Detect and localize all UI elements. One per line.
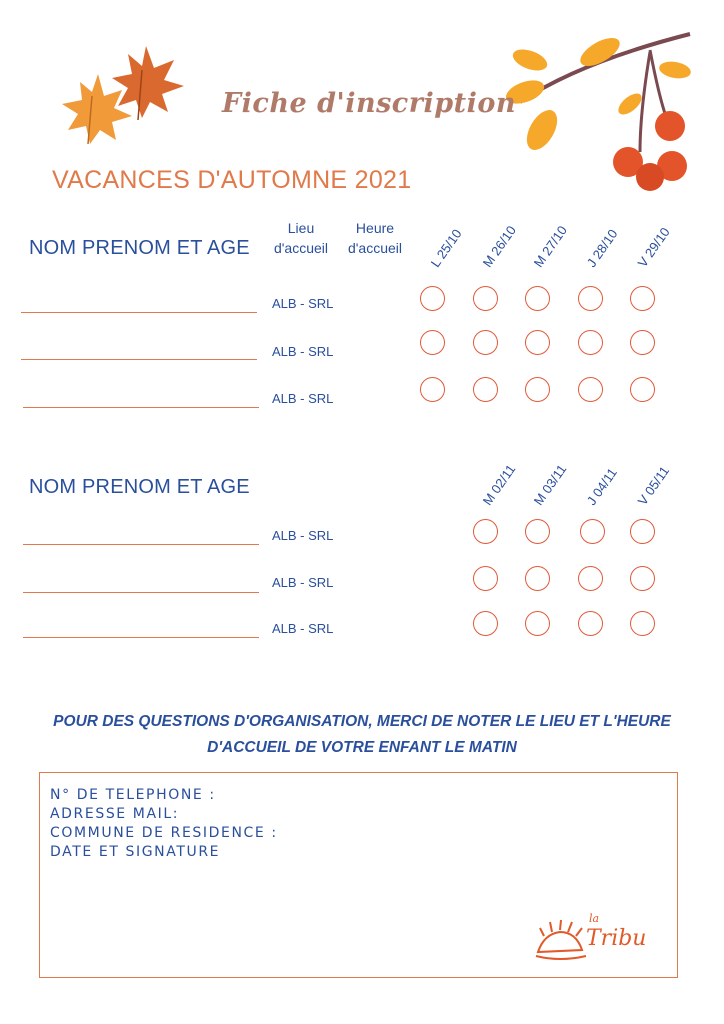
heure-header-line2: d'accueil	[347, 240, 403, 256]
lieu-value: ALB - SRL	[272, 391, 334, 406]
commune-field-label[interactable]: COMMUNE DE RESIDENCE :	[50, 825, 278, 841]
lieu-header-line2: d'accueil	[273, 240, 329, 256]
day-checkbox[interactable]	[525, 566, 550, 591]
lieu-value: ALB - SRL	[272, 528, 334, 543]
day-checkbox[interactable]	[580, 519, 605, 544]
note-line1: POUR DES QUESTIONS D'ORGANISATION, MERCI DE NOTER LE LIEU ET L'HEURE	[53, 713, 671, 730]
day-checkbox[interactable]	[578, 611, 603, 636]
date-label: M 27/10	[530, 222, 570, 270]
date-label: L 25/10	[427, 226, 465, 270]
day-checkbox[interactable]	[630, 286, 655, 311]
date-label: V 29/10	[634, 224, 673, 270]
lieu-value: ALB - SRL	[272, 296, 334, 311]
day-checkbox[interactable]	[420, 377, 445, 402]
autumn-leaves-illustration	[58, 40, 188, 150]
name-field-line[interactable]	[23, 544, 259, 545]
holiday-subtitle: VACANCES D'AUTOMNE 2021	[52, 166, 412, 194]
maple-leaf-light-icon	[62, 74, 132, 144]
day-checkbox[interactable]	[525, 377, 550, 402]
berries-icon	[613, 111, 687, 191]
week1-section-title: NOM PRENOM ET AGE	[29, 237, 250, 259]
note-line2: D'ACCUEIL DE VOTRE ENFANT LE MATIN	[207, 739, 517, 756]
lieu-value: ALB - SRL	[272, 621, 334, 636]
day-checkbox[interactable]	[473, 286, 498, 311]
name-field-line[interactable]	[23, 592, 259, 593]
day-checkbox[interactable]	[630, 330, 655, 355]
page-title: Fiche d'inscription	[222, 88, 516, 119]
date-label: M 26/10	[479, 222, 519, 270]
day-checkbox[interactable]	[420, 286, 445, 311]
day-checkbox[interactable]	[473, 519, 498, 544]
day-checkbox[interactable]	[525, 611, 550, 636]
day-checkbox[interactable]	[578, 330, 603, 355]
day-checkbox[interactable]	[578, 377, 603, 402]
berry-branch-illustration	[500, 22, 700, 202]
day-checkbox[interactable]	[630, 566, 655, 591]
la-tribu-logo	[534, 912, 664, 964]
email-field-label[interactable]: ADRESSE MAIL:	[50, 806, 180, 822]
heure-header-line1: Heure	[355, 220, 395, 236]
name-field-line[interactable]	[23, 637, 259, 638]
maple-leaf-dark-icon	[112, 46, 184, 120]
date-label: V 05/11	[634, 463, 673, 508]
organisation-note	[20, 709, 704, 761]
heure-accueil-header	[340, 218, 410, 258]
week2-section-title: NOM PRENOM ET AGE	[29, 476, 250, 498]
date-label: M 02/11	[479, 461, 519, 508]
name-field-line[interactable]	[23, 407, 259, 408]
lieu-value: ALB - SRL	[272, 344, 334, 359]
date-label: J 28/10	[583, 226, 621, 270]
lieu-accueil-header	[266, 218, 336, 258]
lieu-value: ALB - SRL	[272, 575, 334, 590]
day-checkbox[interactable]	[473, 377, 498, 402]
logo-text-small: la	[589, 912, 600, 925]
name-field-line[interactable]	[21, 359, 257, 360]
day-checkbox[interactable]	[578, 286, 603, 311]
logo-text-main: Tribu	[586, 926, 647, 951]
day-checkbox[interactable]	[473, 330, 498, 355]
signature-field-label[interactable]: DATE ET SIGNATURE	[50, 844, 221, 860]
date-label: M 03/11	[530, 461, 570, 508]
day-checkbox[interactable]	[525, 330, 550, 355]
date-label: J 04/11	[583, 465, 620, 508]
day-checkbox[interactable]	[578, 566, 603, 591]
lieu-header-line1: Lieu	[287, 220, 315, 236]
phone-field-label[interactable]: N° DE TELEPHONE :	[50, 787, 216, 803]
day-checkbox[interactable]	[420, 330, 445, 355]
day-checkbox[interactable]	[525, 519, 550, 544]
day-checkbox[interactable]	[630, 519, 655, 544]
day-checkbox[interactable]	[630, 377, 655, 402]
day-checkbox[interactable]	[525, 286, 550, 311]
day-checkbox[interactable]	[473, 611, 498, 636]
day-checkbox[interactable]	[630, 611, 655, 636]
name-field-line[interactable]	[21, 312, 257, 313]
day-checkbox[interactable]	[473, 566, 498, 591]
